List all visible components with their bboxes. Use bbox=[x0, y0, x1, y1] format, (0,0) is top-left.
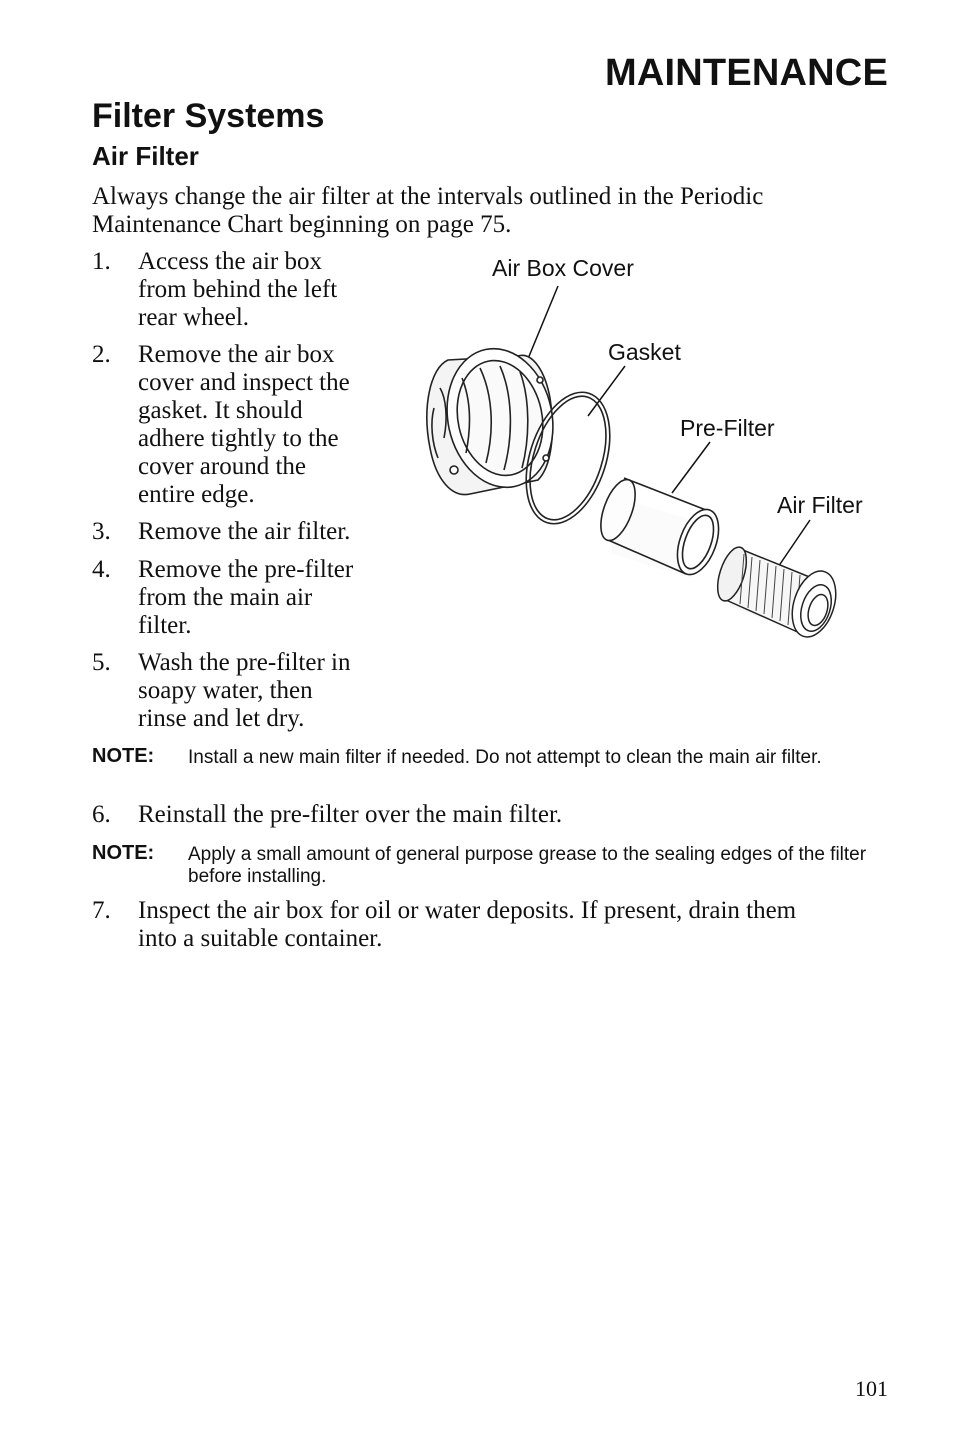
air-filter-part bbox=[712, 544, 844, 643]
note-text: Apply a small amount of general purpose grease to the sealing edges of the filter before installing. bbox=[188, 844, 867, 887]
step-line: Reinstall the pre-filter over the main filter. bbox=[138, 801, 563, 828]
note-2 bbox=[92, 842, 892, 892]
step-line: from the main air bbox=[138, 584, 313, 611]
step-line: rinse and let dry. bbox=[138, 705, 305, 732]
note-1 bbox=[92, 745, 892, 795]
leader-pre-filter bbox=[672, 442, 710, 493]
leader-air-filter bbox=[776, 520, 810, 570]
step-number: 6. bbox=[92, 801, 111, 828]
note-text: Install a new main filter if needed. Do not attempt to clean the main air filter. bbox=[188, 747, 822, 768]
step-line: cover and inspect the bbox=[138, 369, 350, 396]
step-line: entire edge. bbox=[138, 481, 255, 508]
pre-filter-part bbox=[594, 475, 727, 580]
step-line: cover around the bbox=[138, 453, 306, 480]
step-line: adhere tightly to the bbox=[138, 425, 339, 452]
step-line: from behind the left bbox=[138, 276, 338, 303]
step-line: Wash the pre-filter in bbox=[138, 649, 351, 676]
section-header: MAINTENANCE bbox=[605, 52, 888, 94]
label-gasket: Gasket bbox=[608, 339, 681, 365]
label-pre-filter: Pre-Filter bbox=[680, 415, 775, 441]
step-number: 2. bbox=[92, 341, 111, 368]
step-line: into a suitable container. bbox=[138, 925, 383, 952]
step-number: 1. bbox=[92, 248, 111, 275]
step-line: Access the air box bbox=[138, 248, 322, 275]
note-label: NOTE: bbox=[92, 745, 155, 767]
step-number: 7. bbox=[92, 897, 111, 924]
step-line: Inspect the air box for oil or water deposits. If present, drain them bbox=[138, 897, 797, 924]
step-line: Remove the pre-filter bbox=[138, 556, 354, 583]
subsection-title: Air Filter bbox=[92, 141, 199, 171]
page-number: 101 bbox=[855, 1376, 888, 1401]
label-air-filter: Air Filter bbox=[777, 492, 863, 518]
intro-paragraph: Always change the air filter at the intervals outlined in the Periodic Maintenance Chart beginning on page 75. bbox=[92, 183, 764, 238]
step-line: soapy water, then bbox=[138, 677, 313, 704]
leader-gasket bbox=[588, 366, 625, 416]
step-line: gasket. It should bbox=[138, 397, 303, 424]
step-number: 5. bbox=[92, 649, 111, 676]
label-air-box-cover: Air Box Cover bbox=[492, 255, 634, 281]
page-title: Filter Systems bbox=[92, 97, 325, 135]
step-number: 3. bbox=[92, 518, 111, 545]
step-number: 4. bbox=[92, 556, 111, 583]
note-label: NOTE: bbox=[92, 842, 155, 864]
step-line: Remove the air box bbox=[138, 341, 335, 368]
step-line: Remove the air filter. bbox=[138, 518, 351, 545]
air-filter-diagram bbox=[400, 248, 880, 658]
step-line: rear wheel. bbox=[138, 304, 250, 331]
step-line: filter. bbox=[138, 612, 192, 639]
